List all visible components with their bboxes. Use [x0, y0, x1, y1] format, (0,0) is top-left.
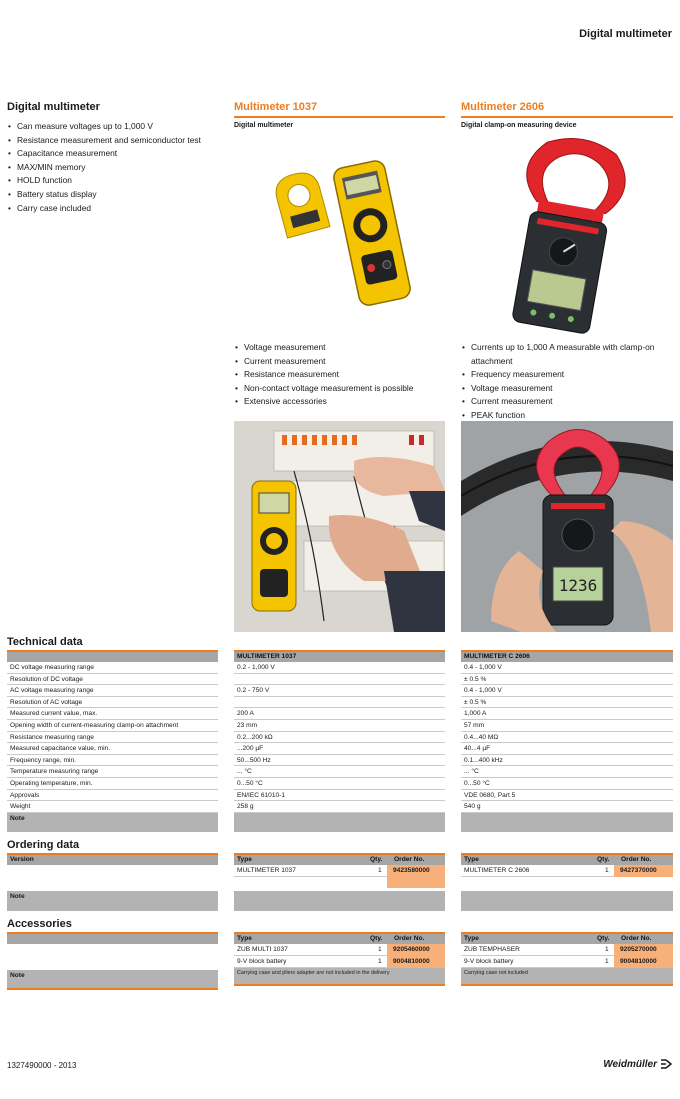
technical-value: 540 g: [461, 801, 673, 813]
technical-value: ...200 µF: [234, 743, 445, 755]
svg-text:1236: 1236: [558, 576, 598, 595]
ordering-table-1037: [234, 853, 445, 888]
technical-col-2606-header: MULTIMETER C 2606: [461, 650, 673, 662]
type-column-header: Type: [464, 856, 479, 863]
list-item: • Voltage measurement: [234, 341, 449, 355]
accessory-type: 9-V block battery: [464, 957, 514, 965]
accessory-qty: 1: [605, 957, 609, 965]
table-row: [234, 865, 445, 877]
page-header-title: Digital multimeter: [579, 28, 672, 40]
ordering-version-label: Version: [7, 853, 218, 865]
technical-label: Operating temperature, min.: [7, 778, 218, 790]
technical-label-header-band: [7, 650, 218, 662]
list-item: • HOLD function: [7, 174, 217, 188]
technical-value: 0...50 °C: [234, 778, 445, 790]
ordering-note-cell: [234, 891, 445, 911]
technical-value: [234, 697, 445, 709]
ordering-note-cell: [461, 891, 673, 911]
technical-value: 1,000 A: [461, 708, 673, 720]
technical-value: 57 mm: [461, 720, 673, 732]
technical-label: Approvals: [7, 790, 218, 802]
multimeter-1037-image: [234, 150, 445, 320]
list-item: • Capacitance measurement: [7, 147, 217, 161]
technical-value: 50...500 Hz: [234, 755, 445, 767]
accessory-note: Carrying case and pliers adapter are not included in the delivery: [234, 968, 445, 986]
list-item: • Extensive accessories: [234, 395, 449, 409]
technical-value: 0.1...400 kHz: [461, 755, 673, 767]
technical-value: 200 A: [234, 708, 445, 720]
ordering-table-2606: [461, 853, 673, 877]
list-item: • Resistance measurement: [234, 368, 449, 382]
document-code: 1327490000 - 2013: [7, 1061, 77, 1070]
accessories-table-1037: [234, 932, 445, 986]
accessory-type: 9-V block battery: [237, 957, 287, 965]
clamp-meter-2606-image: [461, 137, 673, 337]
divider: [234, 116, 445, 118]
list-item: • Can measure voltages up to 1,000 V: [7, 120, 217, 134]
technical-value: 23 mm: [234, 720, 445, 732]
list-item: • Battery status display: [7, 188, 217, 202]
multimeter-1037-in-use-photo: [234, 421, 445, 632]
technical-value: 0.2...200 kΩ: [234, 732, 445, 744]
table-row: [234, 944, 445, 956]
order-no-column-header: Order No.: [621, 856, 652, 863]
order-no-column-header: Order No.: [394, 856, 425, 863]
technical-label: AC voltage measuring range: [7, 685, 218, 697]
technical-label: Frequency range, min.: [7, 755, 218, 767]
product-2606-features: [461, 341, 673, 423]
accessory-order-number: 9004810000: [387, 956, 445, 968]
technical-col-1037-header: MULTIMETER 1037: [234, 650, 445, 662]
order-number-fill: [387, 877, 445, 888]
technical-value: ± 0.5 %: [461, 674, 673, 686]
technical-value: 258 g: [234, 801, 445, 813]
accessory-qty: 1: [378, 945, 382, 953]
ordering-data-title: Ordering data: [7, 839, 80, 851]
order-type: MULTIMETER 1037: [237, 866, 296, 874]
product-1037-subtitle: Digital multimeter: [234, 122, 294, 129]
list-item: • Currents up to 1,000 A measurable with clamp-on attachment: [461, 341, 673, 368]
order-qty: 1: [378, 866, 382, 874]
ordering-note-label: Note: [7, 891, 218, 911]
product-1037-title: Multimeter 1037: [234, 101, 318, 113]
technical-value: 0.4 - 1,000 V: [461, 685, 673, 697]
qty-column-header: Qty.: [370, 935, 383, 942]
accessories-header-row: [234, 932, 445, 944]
technical-value: 0.4...40 MΩ: [461, 732, 673, 744]
technical-value: 0.2 - 750 V: [234, 685, 445, 697]
accessory-order-number: 9205270000: [614, 944, 673, 956]
accessories-title: Accessories: [7, 918, 72, 930]
order-number: 9427370000: [614, 865, 673, 877]
list-item: • Voltage measurement: [461, 382, 673, 396]
order-number: 9423580000: [387, 865, 445, 877]
order-no-column-header: Order No.: [621, 935, 652, 942]
technical-value: VDE 0680, Part 5: [461, 790, 673, 802]
order-type: MULTIMETER C 2606: [464, 866, 530, 874]
technical-label: Resistance measuring range: [7, 732, 218, 744]
technical-value: ± 0.5 %: [461, 697, 673, 709]
qty-column-header: Qty.: [597, 856, 610, 863]
accessory-note: Carrying case not included: [461, 968, 673, 986]
list-item: • Resistance measurement and semiconductor test: [7, 134, 217, 148]
table-row: [461, 944, 673, 956]
technical-label: Opening width of current-measuring clamp-on attachment: [7, 720, 218, 732]
list-item: • Frequency measurement: [461, 368, 673, 382]
product-2606-title: Multimeter 2606: [461, 101, 545, 113]
type-column-header: Type: [237, 935, 252, 942]
list-item: • Current measurement: [234, 355, 449, 369]
technical-value: ... °C: [234, 766, 445, 778]
type-column-header: Type: [464, 935, 479, 942]
technical-value: 0.2 - 1,000 V: [234, 662, 445, 674]
table-row: [234, 956, 445, 968]
list-item: • PEAK function: [461, 409, 673, 423]
technical-label: Measured current value, max.: [7, 708, 218, 720]
intro-title: Digital multimeter: [7, 101, 100, 113]
list-item: • Current measurement: [461, 395, 673, 409]
technical-labels: [7, 662, 218, 813]
technical-value: 40...4 µF: [461, 743, 673, 755]
technical-label: Measured capacitance value, min.: [7, 743, 218, 755]
technical-value: 0.4 - 1,000 V: [461, 662, 673, 674]
table-row: [461, 865, 673, 877]
order-no-column-header: Order No.: [394, 935, 425, 942]
technical-value: EN/IEC 61010-1: [234, 790, 445, 802]
list-item: • MAX/MIN memory: [7, 161, 217, 175]
accessory-type: ZUB MULTI 1037: [237, 945, 288, 953]
technical-value: [234, 674, 445, 686]
technical-label: Weight: [7, 801, 218, 813]
intro-bullet-list: [7, 120, 217, 215]
accessory-order-number: 9205460000: [387, 944, 445, 956]
technical-note-cell: [461, 813, 673, 832]
technical-values-2606: [461, 662, 673, 813]
technical-label: DC voltage measuring range: [7, 662, 218, 674]
technical-label: Resolution of DC voltage: [7, 674, 218, 686]
accessory-qty: 1: [378, 957, 382, 965]
order-qty: 1: [605, 866, 609, 874]
divider: [461, 116, 673, 118]
list-item: • Non-contact voltage measurement is possible: [234, 382, 449, 396]
list-item: • Carry case included: [7, 202, 217, 216]
technical-value: ... °C: [461, 766, 673, 778]
technical-label: Resolution of AC voltage: [7, 697, 218, 709]
ordering-header-row: [234, 853, 445, 865]
clamp-meter-2606-in-use-photo: [461, 421, 673, 632]
product-1037-features: [234, 341, 449, 409]
accessory-qty: 1: [605, 945, 609, 953]
brand-name: Weidmüller: [603, 1058, 657, 1070]
accessories-header-row: [461, 932, 673, 944]
ordering-header-row: [461, 853, 673, 865]
qty-column-header: Qty.: [370, 856, 383, 863]
technical-note-cell: [234, 813, 445, 832]
technical-value: 0...50 °C: [461, 778, 673, 790]
type-column-header: Type: [237, 856, 252, 863]
accessories-note-label: Note: [7, 970, 218, 990]
technical-label: Temperature measuring range: [7, 766, 218, 778]
brand-mark-icon: [660, 1058, 672, 1070]
table-row: [461, 956, 673, 968]
technical-data-title: Technical data: [7, 636, 83, 648]
accessory-order-number: 9004810000: [614, 956, 673, 968]
accessory-type: ZUB TEMPHASER: [464, 945, 520, 953]
accessories-table-2606: [461, 932, 673, 986]
technical-note-label: Note: [7, 813, 218, 832]
product-2606-subtitle: Digital clamp-on measuring device: [461, 122, 577, 129]
brand-logo: [603, 1058, 672, 1070]
technical-values-1037: [234, 662, 445, 813]
qty-column-header: Qty.: [597, 935, 610, 942]
accessories-label-band: [7, 932, 218, 944]
